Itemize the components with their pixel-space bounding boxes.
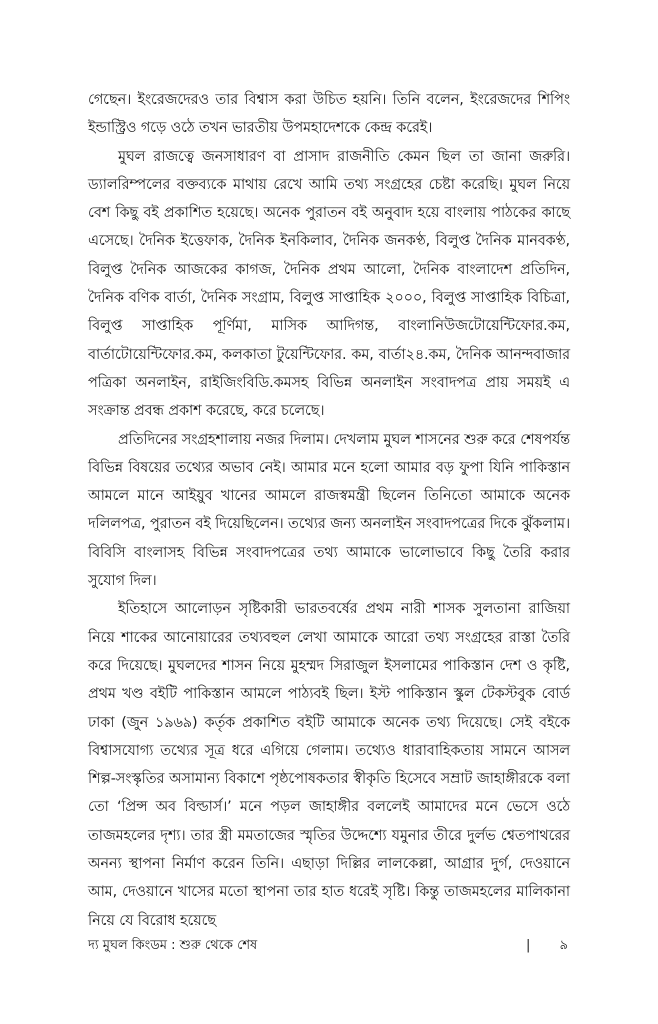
paragraph-4: ইতিহাসে আলোড়ন সৃষ্টিকারী ভারতবর্ষের প্রথম নারী শাসক সুলতানা রাজিয়া নিয়ে শাকের আনোয়ারের তথ্যবহুল লেখা আমাকে আরো তথ্য সংগ্রহের রাস্তা তৈরি করে দিয়েছে। মুঘলদের শাসন নিয়ে মুহম্মদ সিরাজুল ইসলামের পাকিস্তান দেশ ও কৃষ্টি, প্রথম খণ্ড বইটি পাকিস্তান আমলে পাঠ্যবই ছিল। ইস্ট পাকিস্তান স্কুল টেকস্টবুক বোর্ড ঢাকা (জুন ১৯৬৯) কর্তৃক প্রকাশিত বইটি আমাকে অনেক তথ্য দিয়েছে। সেই বইকে বিশ্বাসযোগ্য তথ্যের সূত্র ধরে এগিয়ে গেলাম। তথ্যেও ধারাবাহিকতায় সামনে আসল শিল্প-সংস্কৃতির অসামান্য বিকাশে পৃষ্ঠপোষকতার স্বীকৃতি হিসেবে সম্রাট জাহাঙ্গীরকে বলা তো ‘প্রিন্স অব বিল্ডার্স।’ মনে পড়ল জাহাঙ্গীর বললেই আমাদের মনে ভেসে ওঠে তাজমহলের দৃশ্য। তার স্ত্রী মমতাজের স্মৃতির উদ্দেশ্যে যমুনার তীরে দুর্লভ শ্বেতপাথরের অনন্য স্থাপনা নির্মাণ করেন তিনি। এছাড়া দিল্লির লালকেল্লা, আগ্রার দুর্গ, দেওয়ানে আম, দেওয়ানে খাসের মতো স্থাপনা তার হাত ধরেই সৃষ্টি। কিন্তু তাজমহলের মালিকানা নিয়ে যে বিরোধ হয়েছে (88, 601, 570, 929)
page-footer (88, 934, 570, 958)
footer-separator: | (526, 938, 531, 953)
paragraph-3: প্রতিদিনের সংগ্রহশালায় নজর দিলাম। দেখলাম মুঘল শাসনের শুরু করে শেষপর্যন্ত বিভিন্ন বিষয়ের তথ্যের অভাব নেই। আমার মনে হলো আমার বড় ফুপা যিনি পাকিস্তান আমলে মানে আইয়ুব খানের আমলে রাজস্বমন্ত্রী ছিলেন তিনিতো আমাকে অনেক দলিলপত্র, পুরাতন বই দিয়েছিলেন। তথ্যের জন্য অনলাইন সংবাদপত্রের দিকে ঝুঁকলাম। বিবিসি বাংলাসহ বিভিন্ন সংবাদপত্রের তথ্য আমাকে ভালোভাবে কিছু তৈরি করার সুযোগ দিল। (88, 431, 570, 590)
page-number: ৯ (559, 938, 568, 953)
page-body (88, 86, 570, 935)
paragraph-2: মুঘল রাজত্বে জনসাধারণ বা প্রাসাদ রাজনীতি কেমন ছিল তা জানা জরুরি। ড্যালরিম্পলের বক্তব্যকে মাথায় রেখে আমি তথ্য সংগ্রহের চেষ্টা করেছি। মুঘল নিয়ে বেশ কিছু বই প্রকাশিত হয়েছে। অনেক পুরাতন বই অনুবাদ হয়ে বাংলায় পাঠকের কাছে এসেছে। দৈনিক ইত্তেফাক, দৈনিক ইনকিলাব, দৈনিক জনকণ্ঠ, বিলুপ্ত দৈনিক মানবকণ্ঠ, বিলুপ্ত দৈনিক আজকের কাগজ, দৈনিক প্রথম আলো, দৈনিক বাংলাদেশ প্রতিদিন, দৈনিক বণিক বার্তা, দৈনিক সংগ্রাম, বিলুপ্ত সাপ্তাহিক ২০০০, বিলুপ্ত সাপ্তাহিক বিচিত্রা, বিলুপ্ত সাপ্তাহিক পূর্ণিমা, মাসিক আদিগন্ত, বাংলানিউজটোয়েন্টিফোর.কম, বার্তাটোয়েন্টিফোর.কম, কলকাতা টুয়েন্টিফোর. কম, বার্তা২৪.কম, দৈনিক আনন্দবাজার পত্রিকা অনলাইন, রাইজিংবিডি.কমসহ বিভিন্ন অনলাইন সংবাদপত্র প্রায় সময়ই এ সংক্রান্ত প্রবন্ধ প্রকাশ করেছে, করে চলেছে। (88, 148, 570, 420)
footer-book-title: দ্য মুঘল কিংডম : শুরু থেকে শেষ (88, 938, 258, 953)
paragraph-1: গেছেন। ইংরেজদেরও তার বিশ্বাস করা উচিত হয়নি। তিনি বলেন, ইংরেজদের শিপিং ইন্ডাস্ট্রিও গড়ে ওঠে তখন ভারতীয় উপমহাদেশকে কেন্দ্র করেই। (88, 92, 570, 137)
